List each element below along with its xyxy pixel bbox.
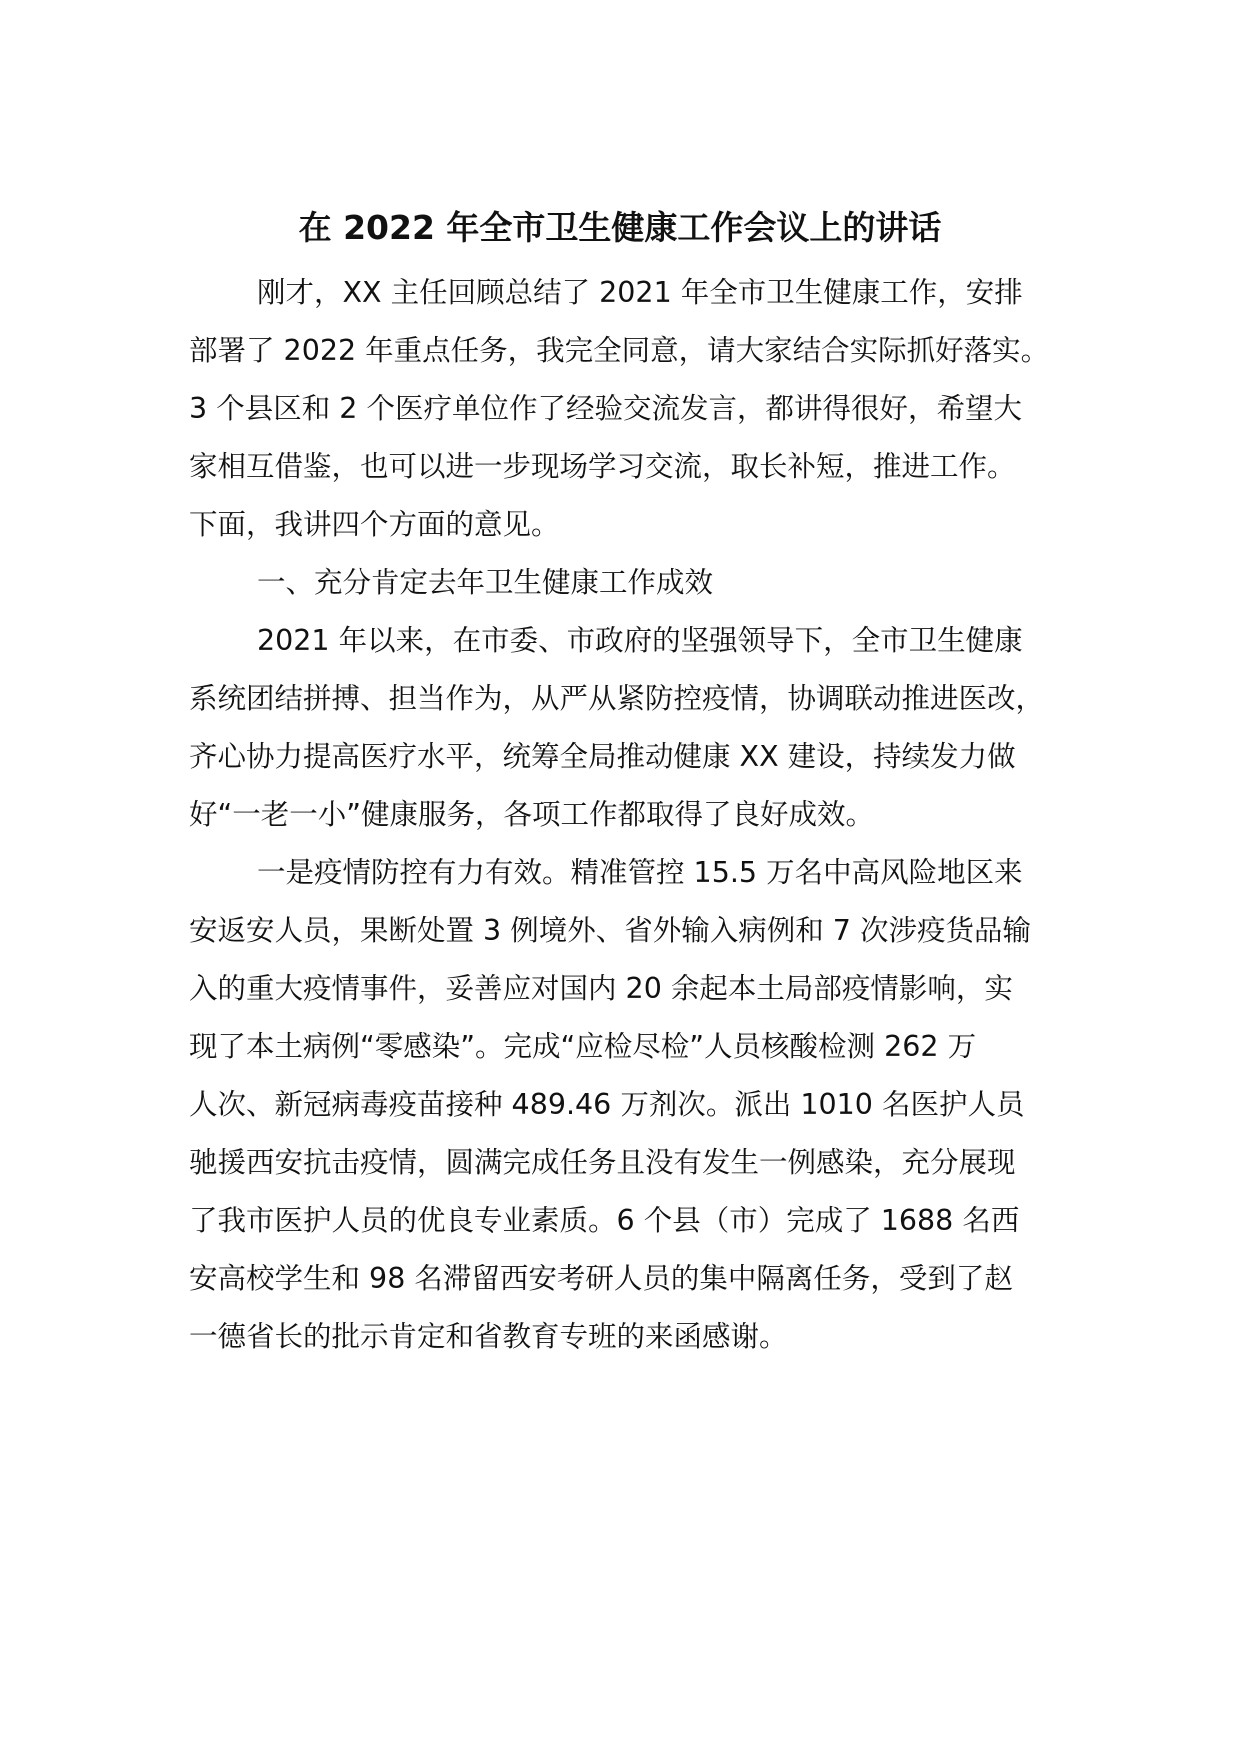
body-line: 下面，我讲四个方面的意见。 — [189, 508, 560, 541]
body-line: 入的重大疫情事件，妥善应对国内 20 余起本土局部疫情影响，实 — [189, 972, 1013, 1005]
body-line: 现了本土病例“零感染”。完成“应检尽检”人员核酸检测 262 万 — [189, 1030, 977, 1063]
body-line: 了我市医护人员的优良专业素质。6 个县（市）完成了 1688 名西 — [189, 1204, 1020, 1237]
body-line: 2021 年以来，在市委、市政府的坚强领导下，全市卫生健康 — [257, 624, 1023, 657]
body-line: 安高校学生和 98 名滞留西安考研人员的集中隔离任务，受到了赵 — [189, 1262, 1013, 1295]
body-line: 3 个县区和 2 个医疗单位作了经验交流发言，都讲得很好，希望大 — [189, 392, 1022, 425]
body-line: 一德省长的批示肯定和省教育专班的来函感谢。 — [189, 1320, 788, 1353]
section-heading: 一、充分肯定去年卫生健康工作成效 — [257, 566, 714, 599]
body-line: 刚才，XX 主任回顾总结了 2021 年全市卫生健康工作，安排 — [257, 276, 1023, 309]
body-line: 人次、新冠病毒疫苗接种 489.46 万剂次。派出 1010 名医护人员 — [189, 1088, 1025, 1121]
body-line: 驰援西安抗击疫情，圆满完成任务且没有发生一例感染，充分展现 — [189, 1146, 1016, 1179]
body-line: 家相互借鉴，也可以进一步现场学习交流，取长补短，推进工作。 — [189, 450, 1016, 483]
body-line: 好“一老一小”健康服务，各项工作都取得了良好成效。 — [189, 798, 875, 831]
body-line: 一是疫情防控有力有效。精准管控 15.5 万名中高风险地区来 — [257, 856, 1023, 889]
body-line: 系统团结拼搏、担当作为，从严从紧防控疫情，协调联动推进医改， — [189, 682, 1045, 715]
body-line: 安返安人员，果断处置 3 例境外、省外输入病例和 7 次涉疫货品输 — [189, 914, 1032, 947]
body-line: 齐心协力提高医疗水平，统筹全局推动健康 XX 建设，持续发力做 — [189, 740, 1016, 773]
body-line: 部署了 2022 年重点任务，我完全同意，请大家结合实际抓好落实。 — [189, 334, 1050, 367]
document-title: 在 2022 年全市卫生健康工作会议上的讲话 — [298, 208, 942, 247]
